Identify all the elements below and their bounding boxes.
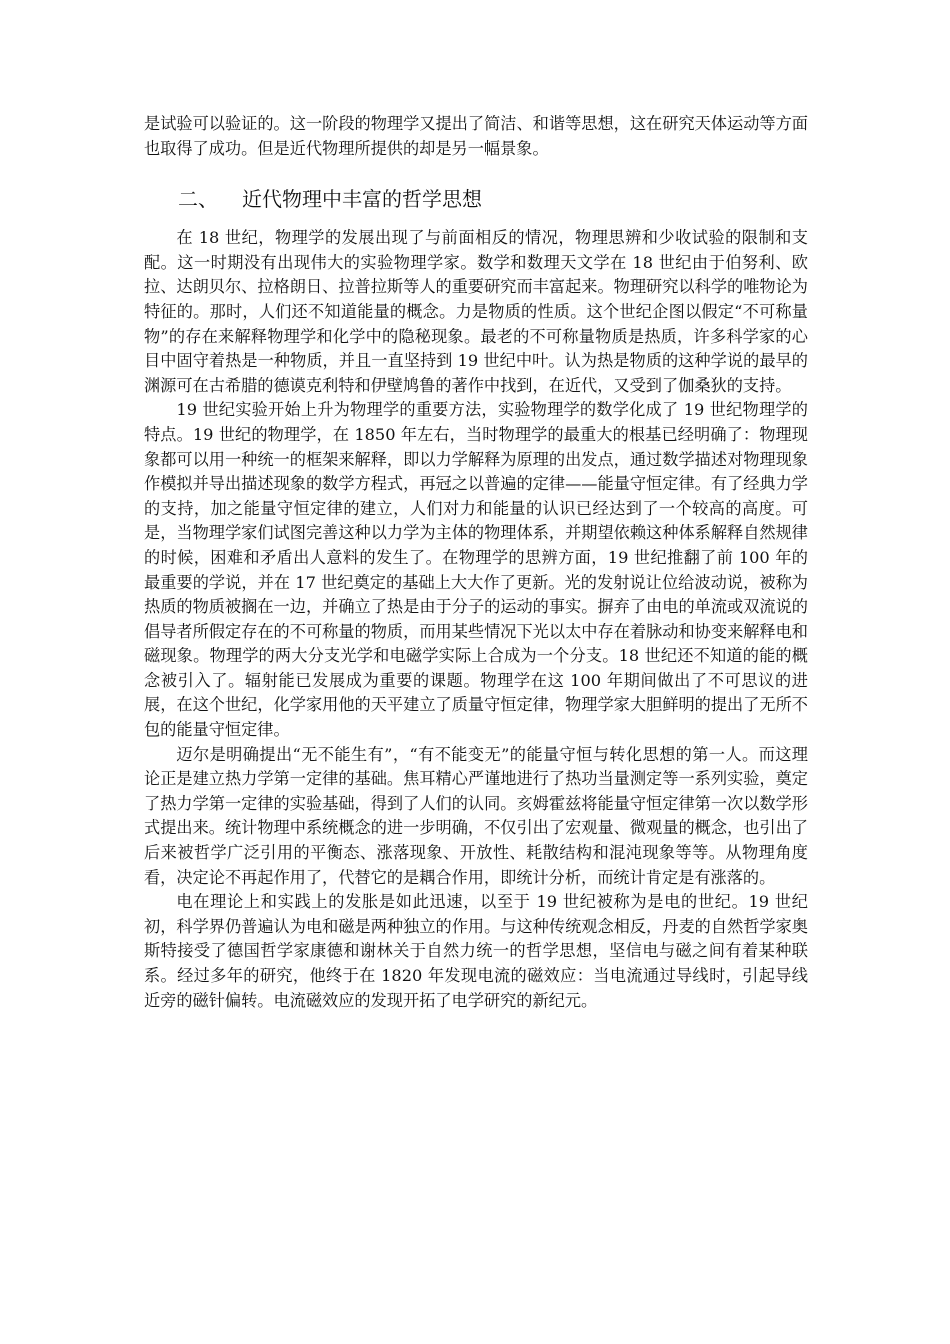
document-page	[144, 112, 808, 1013]
section-number: 二、	[178, 187, 218, 212]
intro-paragraph: 是试验可以验证的。这一阶段的物理学又提出了简洁、和谐等思想，这在研究天体运动等方面也取得了成功。但是近代物理所提供的却是另一幅景象。	[144, 114, 808, 158]
paragraph-19th-century: 19 世纪实验开始上升为物理学的重要方法，实验物理学的数学化成了 19 世纪物理学的特点。19 世纪的物理学，在 1850 年左右，当时物理学的最重大的根基已经明确了：物理现象都可以用一种统一的框架来解释，即以力学解释为原理的出发点，通过数学描述对物理现象作模拟并导出描述现象的数学方程式，再冠之以普遍的定律——能量守恒定律。有了经典力学的支持，加之能量守恒定律的建立，人们对力和能量的认识已经达到了一个较高的高度。可是，当物理学家们试图完善这种以力学为主体的物理体系，并期望依赖这种体系解释自然规律的时候，困难和矛盾出人意料的发生了。在物理学的思辨方面，19 世纪推翻了前 100 年的最重要的学说，并在 17 世纪奠定的基础上大大作了更新。光的发射说让位给波动说，被称为热质的物质被搁在一边，并确立了热是由于分子的运动的事实。摒弃了由电的单流或双流说的倡导者所假定存在的不可称量的物质，而用某些情况下光以太中存在着脉动和协变来解释电和磁现象。物理学的两大分支光学和电磁学实际上合成为一个分支。18 世纪还不知道的能的概念被引入了。辐射能已发展成为重要的课题。物理学在这 100 年期间做出了不可思议的进展，在这个世纪，化学家用他的天平建立了质量守恒定律，物理学家大胆鲜明的提出了无所不包的能量守恒定律。	[144, 400, 808, 740]
paragraph-electromagnetism: 电在理论上和实践上的发胀是如此迅速，以至于 19 世纪被称为是电的世纪。19 世纪初，科学界仍普遍认为电和磁是两种独立的作用。与这种传统观念相反，丹麦的自然哲学家奥斯特接受了德国哲学家康德和谢林关于自然力统一的哲学思想，坚信电与磁之间有着某种联系。经过多年的研究，他终于在 1820 年发现电流的磁效应：当电流通过导线时，引起导线近旁的磁针偏转。电流磁效应的发现开拓了电学研究的新纪元。	[144, 892, 808, 1010]
section-title: 近代物理中丰富的哲学思想	[242, 187, 482, 212]
section-heading	[144, 185, 808, 213]
paragraph-energy-conservation: 迈尔是明确提出“无不能生有”，“有不能变无”的能量守恒与转化思想的第一人。而这理论正是建立热力学第一定律的基础。焦耳精心严谨地进行了热功当量测定等一系列实验，奠定了热力学第一定律的实验基础，得到了人们的认同。亥姆霍兹将能量守恒定律第一次以数学形式提出来。统计物理中系统概念的进一步明确，不仅引出了宏观量、微观量的概念，也引出了后来被哲学广泛引用的平衡态、涨落现象、开放性、耗散结构和混沌现象等等。从物理角度看，决定论不再起作用了，代替它的是耦合作用，即统计分析，而统计肯定是有涨落的。	[144, 744, 808, 887]
paragraph-18th-century: 在 18 世纪，物理学的发展出现了与前面相反的情况，物理思辨和少收试验的限制和支配。这一时期没有出现伟大的实验物理学家。数学和数理天文学在 18 世纪由于伯努利、欧拉、达朗贝尔、拉格朗日、拉普拉斯等人的重要研究而丰富起来。物理研究以科学的唯物论为特征的。那时，人们还不知道能量的概念。力是物质的性质。这个世纪企图以假定“不可称量物”的存在来解释物理学和化学中的隐秘现象。最老的不可称量物质是热质，许多科学家的心目中固守着热是一种物质，并且一直坚持到 19 世纪中叶。认为热是物质的这种学说的最早的渊源可在古希腊的德谟克利特和伊壁鸠鲁的著作中找到，在近代，又受到了伽桑狄的支持。	[144, 228, 808, 395]
